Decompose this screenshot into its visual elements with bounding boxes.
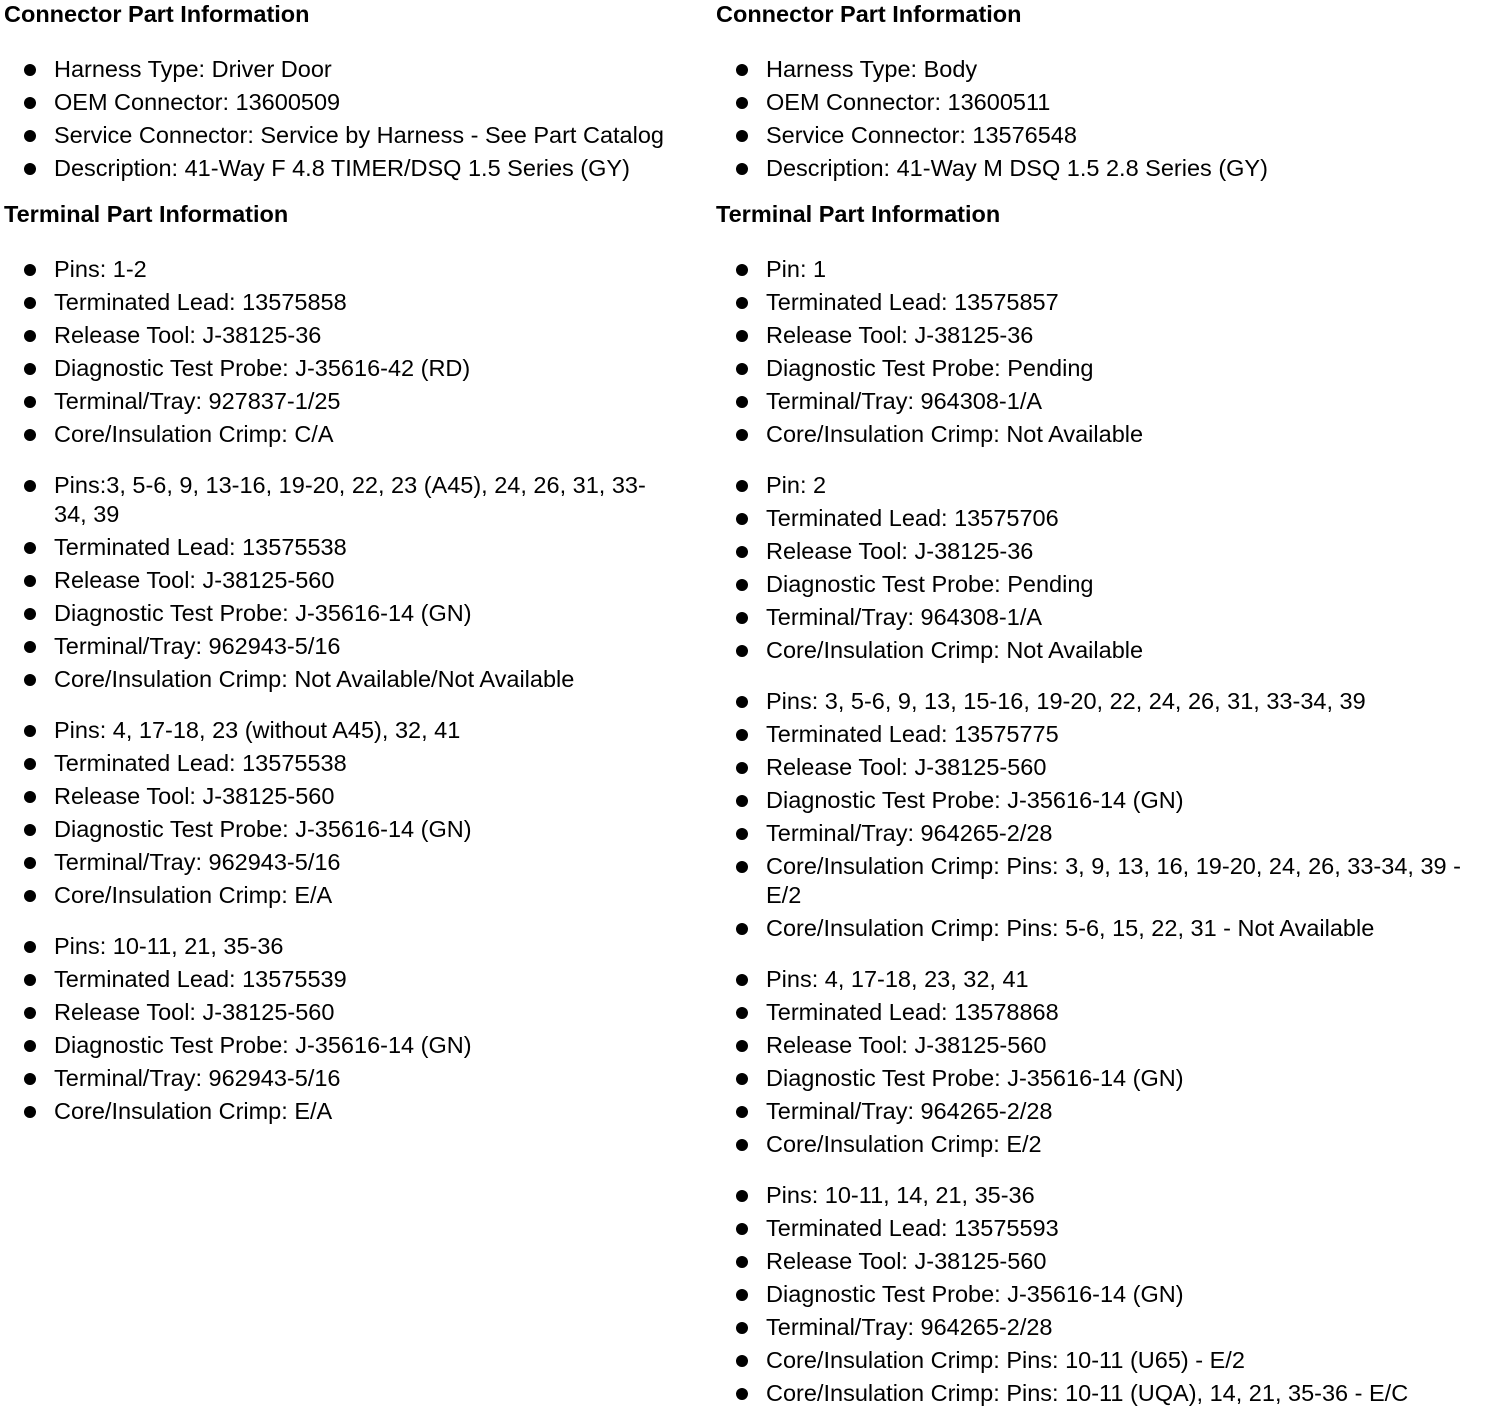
bullet-icon <box>736 64 748 76</box>
bullet-icon <box>736 1139 748 1151</box>
list-item: Release Tool: J-38125-560 <box>716 1247 1502 1276</box>
bullet-icon <box>736 330 748 342</box>
bullet-icon <box>736 1106 748 1118</box>
bullet-icon <box>24 641 36 653</box>
bullet-icon <box>24 429 36 441</box>
bullet-icon <box>736 579 748 591</box>
list-item: Terminated Lead: 13575857 <box>716 288 1502 317</box>
bullet-icon <box>24 363 36 375</box>
list-item: Core/Insulation Crimp: C/A <box>4 420 710 449</box>
bullet-icon <box>736 130 748 142</box>
list-item: Pins: 4, 17-18, 23, 32, 41 <box>716 965 1502 994</box>
bullet-icon <box>736 363 748 375</box>
bullet-icon <box>736 1007 748 1019</box>
bullet-icon <box>736 264 748 276</box>
left-connector-list <box>4 55 710 183</box>
list-item: Diagnostic Test Probe: Pending <box>716 354 1502 383</box>
right-terminal-group-5 <box>716 1181 1502 1408</box>
list-item: Release Tool: J-38125-36 <box>4 321 710 350</box>
bullet-icon <box>736 828 748 840</box>
bullet-icon <box>736 729 748 741</box>
list-item: Release Tool: J-38125-36 <box>716 321 1502 350</box>
list-item: Terminal/Tray: 962943-5/16 <box>4 1064 710 1093</box>
bullet-icon <box>736 396 748 408</box>
bullet-icon <box>24 480 36 492</box>
bullet-icon <box>736 762 748 774</box>
list-item: Terminal/Tray: 964265-2/28 <box>716 1097 1502 1126</box>
list-item: OEM Connector: 13600511 <box>716 88 1502 117</box>
bullet-icon <box>736 480 748 492</box>
list-item: Core/Insulation Crimp: E/2 <box>716 1130 1502 1159</box>
bullet-icon <box>736 97 748 109</box>
right-terminal-group-4 <box>716 965 1502 1159</box>
list-item: Core/Insulation Crimp: Pins: 5-6, 15, 22, 31 - Not Available <box>716 914 1502 943</box>
bullet-icon <box>24 1073 36 1085</box>
bullet-icon <box>24 163 36 175</box>
right-terminal-group-3 <box>716 687 1502 943</box>
left-terminal-group-4 <box>4 932 710 1126</box>
right-terminal-group-1 <box>716 255 1502 449</box>
list-item: Terminal/Tray: 964265-2/28 <box>716 1313 1502 1342</box>
list-item: Core/Insulation Crimp: Not Available/Not Available <box>4 665 710 694</box>
list-item: Core/Insulation Crimp: Not Available <box>716 636 1502 665</box>
list-item: Core/Insulation Crimp: E/A <box>4 1097 710 1126</box>
list-item: Release Tool: J-38125-560 <box>4 566 710 595</box>
bullet-icon <box>24 1007 36 1019</box>
bullet-icon <box>736 1190 748 1202</box>
list-item: OEM Connector: 13600509 <box>4 88 710 117</box>
left-connector-title: Connector Part Information <box>4 1 310 27</box>
list-item: Pins: 3, 5-6, 9, 13, 15-16, 19-20, 22, 24, 26, 31, 33-34, 39 <box>716 687 1502 716</box>
bullet-icon <box>736 1289 748 1301</box>
list-item: Terminated Lead: 13575539 <box>4 965 710 994</box>
bullet-icon <box>736 1040 748 1052</box>
bullet-icon <box>736 861 748 873</box>
bullet-icon <box>736 546 748 558</box>
left-column <box>4 0 710 1126</box>
bullet-icon <box>24 857 36 869</box>
left-terminal-group-3 <box>4 716 710 910</box>
bullet-icon <box>24 297 36 309</box>
list-item: Description: 41-Way M DSQ 1.5 2.8 Series (GY) <box>716 154 1502 183</box>
list-item: Diagnostic Test Probe: J-35616-14 (GN) <box>716 1064 1502 1093</box>
bullet-icon <box>24 1040 36 1052</box>
list-item: Diagnostic Test Probe: J-35616-14 (GN) <box>4 815 710 844</box>
list-item: Terminated Lead: 13578868 <box>716 998 1502 1027</box>
bullet-icon <box>736 612 748 624</box>
bullet-icon <box>24 1106 36 1118</box>
right-connector-title: Connector Part Information <box>716 1 1022 27</box>
list-item: Terminated Lead: 13575706 <box>716 504 1502 533</box>
bullet-icon <box>736 1256 748 1268</box>
list-item: Core/Insulation Crimp: Pins: 10-11 (U65) - E/2 <box>716 1346 1502 1375</box>
list-item: Terminal/Tray: 962943-5/16 <box>4 848 710 877</box>
bullet-icon <box>24 725 36 737</box>
bullet-icon <box>24 608 36 620</box>
right-terminal-title: Terminal Part Information <box>716 201 1001 227</box>
list-item: Pin: 1 <box>716 255 1502 284</box>
bullet-icon <box>736 1388 748 1400</box>
bullet-icon <box>736 1223 748 1235</box>
bullet-icon <box>24 758 36 770</box>
bullet-icon <box>736 1073 748 1085</box>
bullet-icon <box>736 923 748 935</box>
list-item: Pin: 2 <box>716 471 1502 500</box>
list-item: Diagnostic Test Probe: J-35616-14 (GN) <box>716 1280 1502 1309</box>
list-item: Core/Insulation Crimp: Pins: 10-11 (UQA), 14, 21, 35-36 - E/C <box>716 1379 1502 1408</box>
list-item: Terminal/Tray: 964265-2/28 <box>716 819 1502 848</box>
right-column <box>716 0 1502 1408</box>
list-item: Terminated Lead: 13575538 <box>4 749 710 778</box>
bullet-icon <box>736 513 748 525</box>
bullet-icon <box>736 429 748 441</box>
list-item: Diagnostic Test Probe: J-35616-14 (GN) <box>4 1031 710 1060</box>
bullet-icon <box>736 974 748 986</box>
list-item: Service Connector: 13576548 <box>716 121 1502 150</box>
bullet-icon <box>736 795 748 807</box>
bullet-icon <box>736 1322 748 1334</box>
list-item: Release Tool: J-38125-36 <box>716 537 1502 566</box>
list-item: Pins:3, 5-6, 9, 13-16, 19-20, 22, 23 (A45), 24, 26, 31, 33-34, 39 <box>4 471 710 529</box>
right-connector-list <box>716 55 1502 183</box>
bullet-icon <box>24 396 36 408</box>
bullet-icon <box>736 163 748 175</box>
bullet-icon <box>24 974 36 986</box>
right-terminal-group-2 <box>716 471 1502 665</box>
list-item: Release Tool: J-38125-560 <box>716 753 1502 782</box>
list-item: Diagnostic Test Probe: J-35616-14 (GN) <box>716 786 1502 815</box>
list-item: Core/Insulation Crimp: E/A <box>4 881 710 910</box>
bullet-icon <box>24 97 36 109</box>
left-terminal-group-1 <box>4 255 710 449</box>
list-item: Release Tool: J-38125-560 <box>4 998 710 1027</box>
bullet-icon <box>736 297 748 309</box>
list-item: Terminal/Tray: 964308-1/A <box>716 603 1502 632</box>
bullet-icon <box>24 330 36 342</box>
list-item: Terminal/Tray: 962943-5/16 <box>4 632 710 661</box>
list-item: Core/Insulation Crimp: Not Available <box>716 420 1502 449</box>
bullet-icon <box>736 645 748 657</box>
list-item: Pins: 4, 17-18, 23 (without A45), 32, 41 <box>4 716 710 745</box>
bullet-icon <box>736 1355 748 1367</box>
bullet-icon <box>24 542 36 554</box>
list-item: Core/Insulation Crimp: Pins: 3, 9, 13, 16, 19-20, 24, 26, 33-34, 39 - E/2 <box>716 852 1502 910</box>
list-item: Diagnostic Test Probe: Pending <box>716 570 1502 599</box>
list-item: Terminated Lead: 13575538 <box>4 533 710 562</box>
list-item: Harness Type: Driver Door <box>4 55 710 84</box>
list-item: Terminal/Tray: 927837-1/25 <box>4 387 710 416</box>
bullet-icon <box>24 575 36 587</box>
bullet-icon <box>24 674 36 686</box>
list-item: Release Tool: J-38125-560 <box>4 782 710 811</box>
list-item: Pins: 10-11, 21, 35-36 <box>4 932 710 961</box>
bullet-icon <box>24 64 36 76</box>
list-item: Pins: 10-11, 14, 21, 35-36 <box>716 1181 1502 1210</box>
list-item: Pins: 1-2 <box>4 255 710 284</box>
list-item: Terminated Lead: 13575593 <box>716 1214 1502 1243</box>
list-item: Release Tool: J-38125-560 <box>716 1031 1502 1060</box>
bullet-icon <box>24 130 36 142</box>
list-item: Harness Type: Body <box>716 55 1502 84</box>
bullet-icon <box>24 941 36 953</box>
bullet-icon <box>24 791 36 803</box>
bullet-icon <box>24 890 36 902</box>
bullet-icon <box>24 824 36 836</box>
list-item: Terminated Lead: 13575858 <box>4 288 710 317</box>
list-item: Diagnostic Test Probe: J-35616-42 (RD) <box>4 354 710 383</box>
list-item: Terminated Lead: 13575775 <box>716 720 1502 749</box>
list-item: Description: 41-Way F 4.8 TIMER/DSQ 1.5 Series (GY) <box>4 154 710 183</box>
bullet-icon <box>24 264 36 276</box>
list-item: Diagnostic Test Probe: J-35616-14 (GN) <box>4 599 710 628</box>
bullet-icon <box>736 696 748 708</box>
list-item: Service Connector: Service by Harness - See Part Catalog <box>4 121 710 150</box>
list-item: Terminal/Tray: 964308-1/A <box>716 387 1502 416</box>
left-terminal-title: Terminal Part Information <box>4 201 289 227</box>
left-terminal-group-2 <box>4 471 710 694</box>
